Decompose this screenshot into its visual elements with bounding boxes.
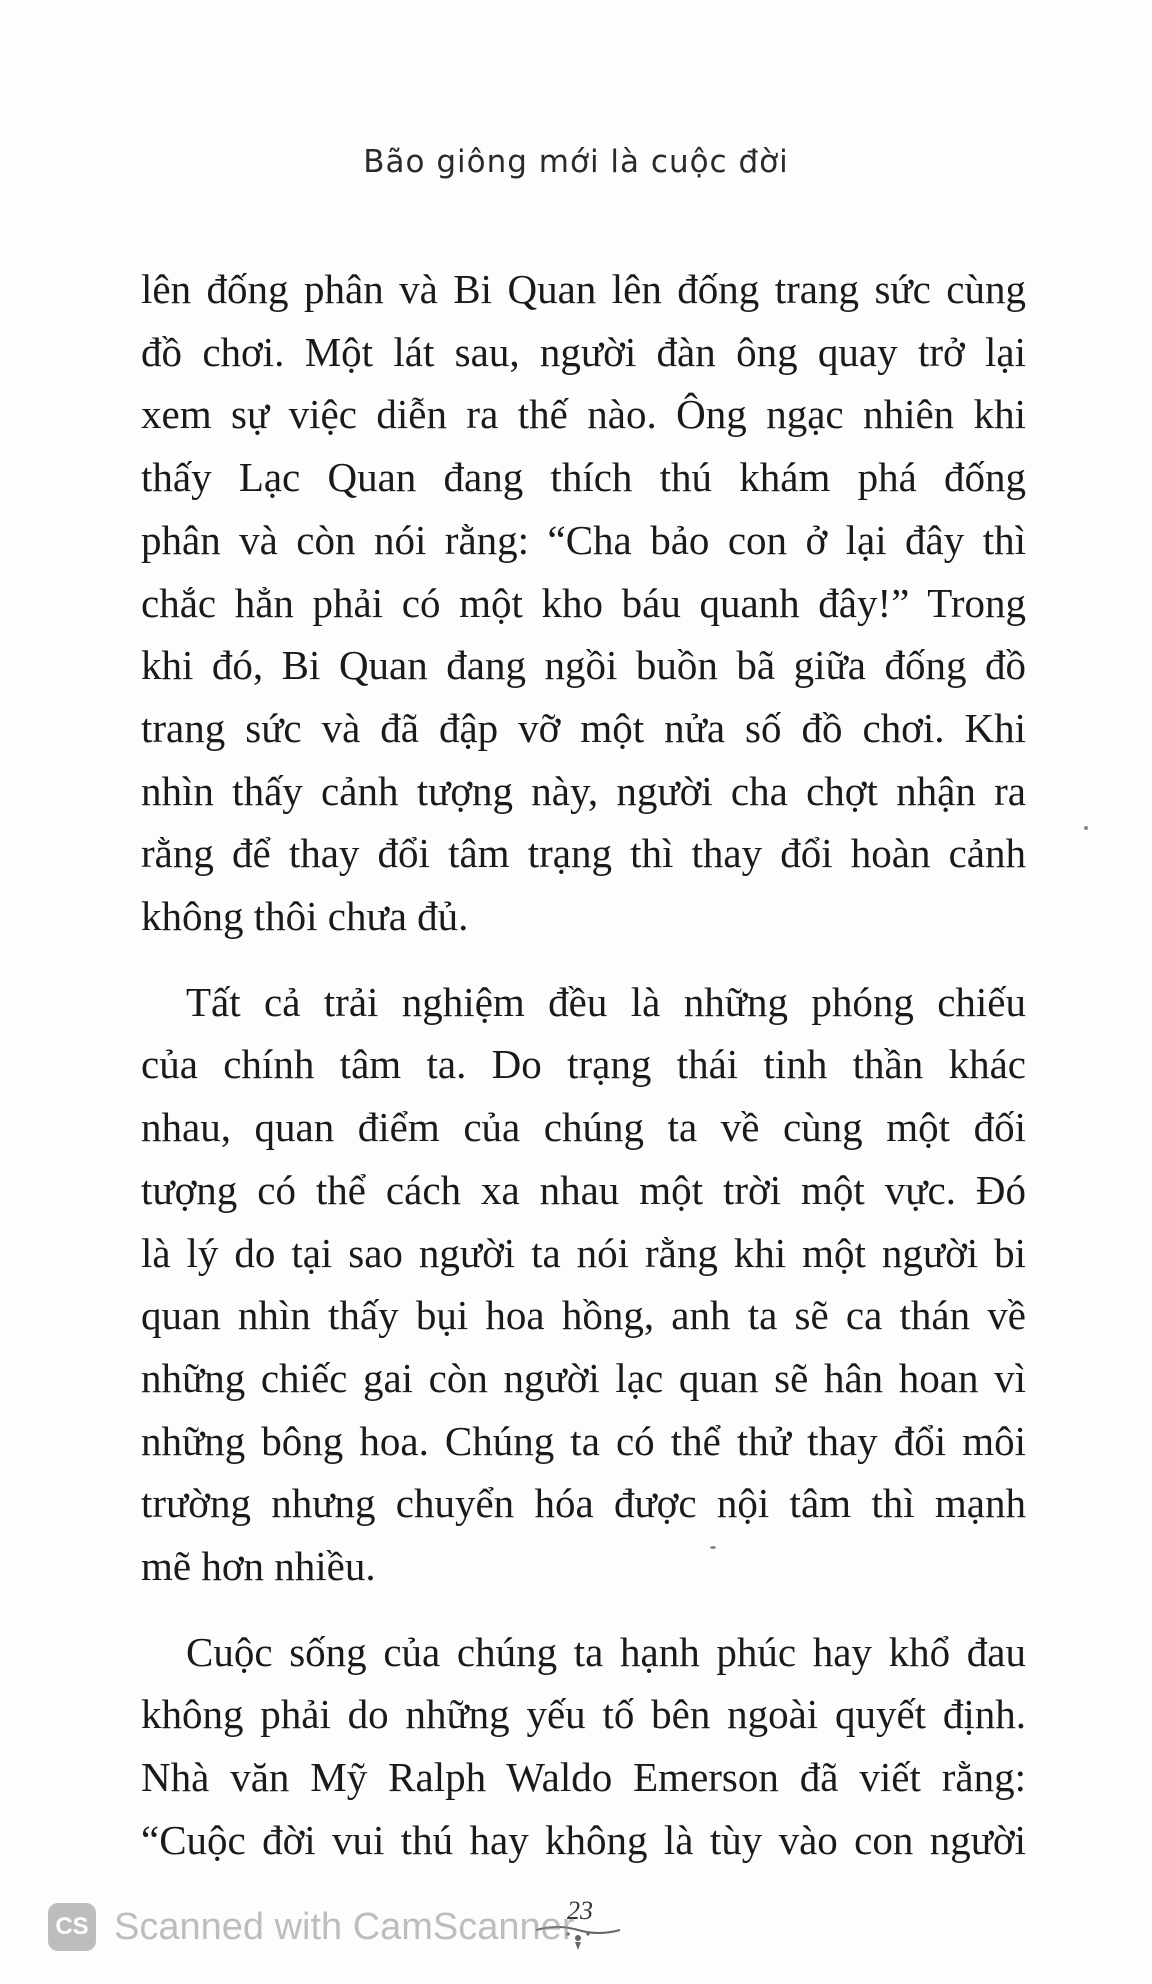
text-line: trường nhưng chuyển hóa được nội tâm thì mạnh [141,1480,1026,1527]
running-header: Bão giông mới là cuộc đời [363,144,789,180]
scan-speck [1084,826,1088,830]
camscanner-logo-icon: CS [48,1903,96,1951]
text-line: tượng có thể cách xa nhau một trời một vực. Đó [141,1166,1026,1213]
scan-speck [710,1546,716,1549]
text-line: Cuộc sống của chúng ta hạnh phúc hay khổ đau [186,1628,1026,1675]
text-line: không thôi chưa đủ. [141,893,469,940]
text-line: chắc hẳn phải có một kho báu quanh đây!” Trong [141,579,1026,626]
watermark-text: Scanned with CamScanner [114,1905,575,1948]
paragraph [141,971,1026,1598]
text-line: Nhà văn Mỹ Ralph Waldo Emerson đã viết rằng: [141,1754,1026,1801]
text-line: quan nhìn thấy bụi hoa hồng, anh ta sẽ ca thán về [141,1292,1026,1339]
text-line: xem sự việc diễn ra thế nào. Ông ngạc nhiên khi [141,391,1026,438]
text-line: những bông hoa. Chúng ta có thể thử thay đổi môi [141,1417,1026,1464]
paragraph [141,258,1026,948]
text-line: phân và còn nói rằng: “Cha bảo con ở lại đây thì [141,516,1026,563]
text-line: không phải do những yếu tố bên ngoài quyết định. [141,1691,1026,1738]
text-line: Tất cả trải nghiệm đều là những phóng chiếu [186,978,1026,1025]
text-line: “Cuộc đời vui thú hay không là tùy vào con người [141,1816,1026,1863]
text-line: trang sức và đã đập vỡ một nửa số đồ chơi. Khi [141,704,1026,751]
text-line: là lý do tại sao người ta nói rằng khi một người bi [141,1229,1026,1276]
paragraph [141,1621,1026,1872]
page-number: 23 [567,1896,593,1925]
text-line: khi đó, Bi Quan đang ngồi buồn bã giữa đống đồ [141,642,1026,689]
text-line: nhìn thấy cảnh tượng này, người cha chợt nhận ra [141,767,1026,814]
text-line: lên đống phân và Bi Quan lên đống trang sức cùng [141,266,1026,312]
text-line: mẽ hơn nhiều. [141,1543,376,1590]
text-line: rằng để thay đổi tâm trạng thì thay đổi hoàn cảnh [141,830,1026,877]
text-line: đồ chơi. Một lát sau, người đàn ông quay trở lại [141,328,1026,375]
text-line: nhau, quan điểm của chúng ta về cùng một đối [141,1104,1026,1151]
text-line: thấy Lạc Quan đang thích thú khám phá đống [141,454,1026,501]
text-line: của chính tâm ta. Do trạng thái tinh thần khác [141,1041,1026,1088]
body-text [141,258,1026,1872]
text-line: những chiếc gai còn người lạc quan sẽ hân hoan vì [141,1354,1026,1401]
camscanner-watermark [48,1897,574,1957]
